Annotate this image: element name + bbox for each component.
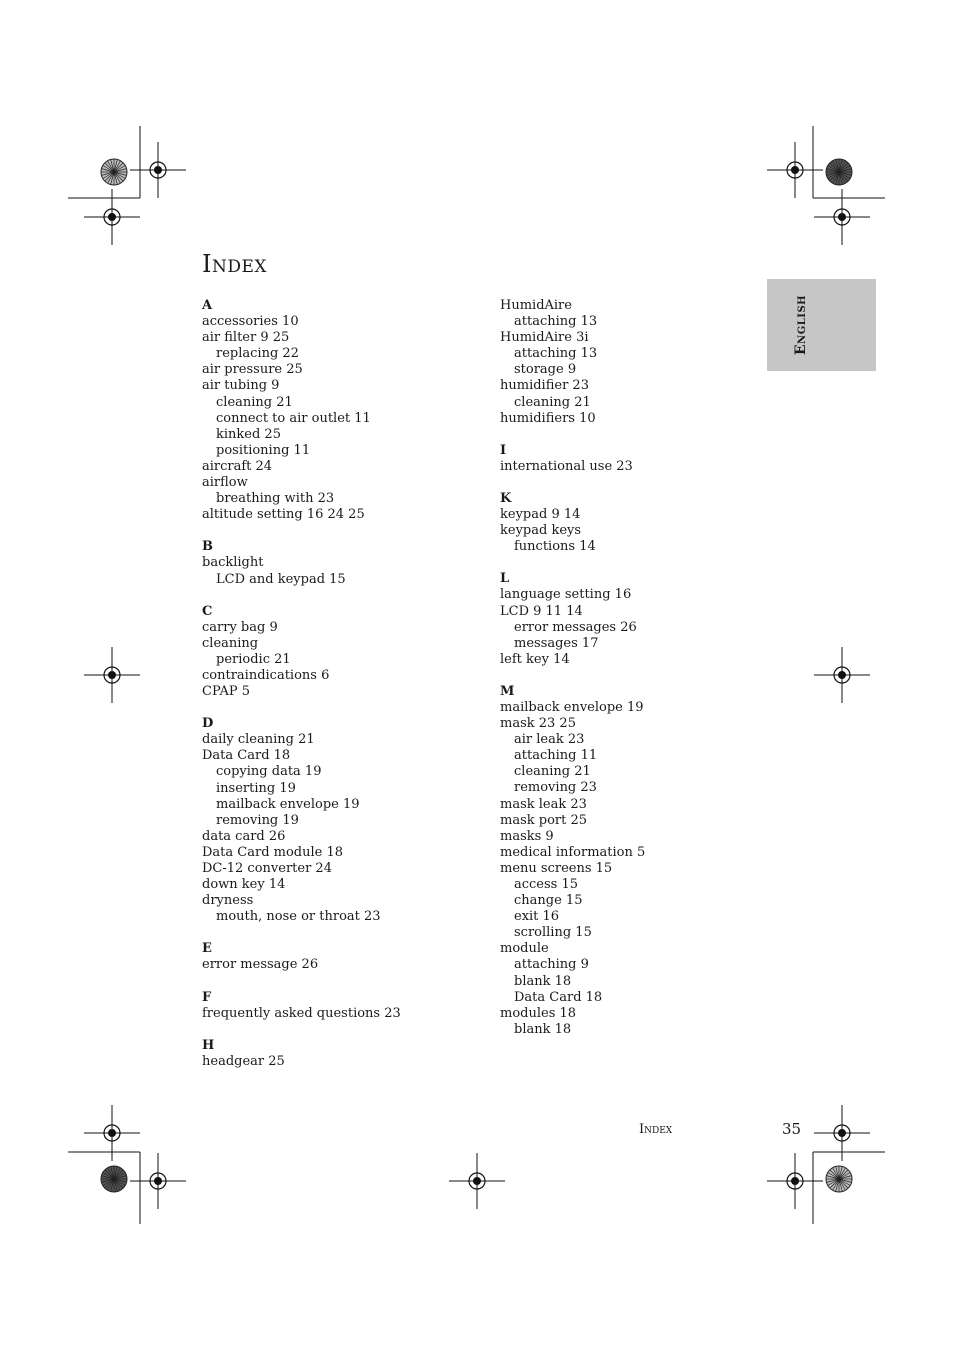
index-section <box>202 1038 462 1070</box>
index-entry: carry bag 9 <box>202 619 278 635</box>
index-entry: HumidAire <box>500 298 572 313</box>
index-subentry: breathing with 23 <box>216 491 335 507</box>
registration-target-icon <box>130 142 186 198</box>
footer-section-label: Index <box>639 1122 673 1137</box>
index-section <box>500 684 760 1038</box>
index-subentry: messages 17 <box>514 635 599 651</box>
index-entry: Data Card module 18 <box>202 844 344 860</box>
index-subentry: copying data 19 <box>216 764 322 780</box>
index-subentry: change 15 <box>514 893 583 909</box>
index-entry: headgear 25 <box>202 1053 285 1069</box>
index-subentry: scrolling 15 <box>514 925 592 941</box>
index-entry: airflow <box>202 475 248 491</box>
color-calibration-icon <box>101 159 127 185</box>
index-subentry: connect to air outlet 11 <box>216 410 371 426</box>
index-subentry: inserting 19 <box>216 780 296 796</box>
index-section <box>202 716 462 925</box>
index-entry: menu screens 15 <box>500 860 613 876</box>
index-section <box>500 443 760 475</box>
index-subentry: kinked 25 <box>216 426 281 442</box>
index-subentry: cleaning 21 <box>514 394 591 410</box>
index-subentry: mouth, nose or throat 23 <box>216 909 381 925</box>
index-entry: masks 9 <box>500 828 554 844</box>
index-entry: modules 18 <box>500 1005 577 1021</box>
index-section <box>202 990 462 1022</box>
page-title: Index <box>202 250 267 278</box>
index-entry: backlight <box>202 555 264 571</box>
registration-target-icon <box>814 647 870 703</box>
index-subentry: functions 14 <box>514 539 596 555</box>
index-letter-heading: H <box>202 1037 215 1053</box>
index-column-right <box>500 298 760 1054</box>
index-subentry: periodic 21 <box>216 651 291 667</box>
language-tab-label: English <box>793 294 809 356</box>
index-entry: humidifier 23 <box>500 378 589 394</box>
index-letter-heading: D <box>202 716 214 732</box>
index-subentry: access 15 <box>514 877 579 892</box>
index-entry: HumidAire 3i <box>500 330 589 346</box>
index-entry: altitude setting 16 24 25 <box>202 507 365 523</box>
index-column-left <box>202 298 462 1086</box>
index-entry: frequently asked questions 23 <box>202 1005 401 1021</box>
index-entry: air pressure 25 <box>202 362 303 378</box>
registration-target-icon <box>84 647 140 703</box>
index-entry: data card 26 <box>202 828 286 844</box>
index-section <box>202 941 462 973</box>
registration-target-icon <box>767 1153 823 1209</box>
index-subentry: Data Card 18 <box>514 989 603 1005</box>
index-entry: dryness <box>202 893 254 909</box>
index-subentry: attaching 11 <box>514 748 598 764</box>
index-entry: mask port 25 <box>500 812 588 828</box>
index-letter-heading: B <box>202 539 213 555</box>
index-subentry: blank 18 <box>514 1021 572 1037</box>
index-subentry: error messages 26 <box>514 619 637 635</box>
index-subentry: replacing 22 <box>216 346 299 362</box>
index-entry: LCD 9 11 14 <box>500 603 583 619</box>
index-entry: contraindications 6 <box>202 667 330 683</box>
index-entry: DC-12 converter 24 <box>202 861 332 876</box>
index-subentry: positioning 11 <box>216 442 311 458</box>
language-tab <box>767 279 876 371</box>
index-entry: keypad keys <box>500 523 582 539</box>
index-subentry: mailback envelope 19 <box>216 796 360 812</box>
index-letter-heading: L <box>500 571 510 587</box>
index-letter-heading: M <box>500 683 515 699</box>
index-subentry: blank 18 <box>514 973 572 989</box>
index-subentry: attaching 9 <box>514 957 589 973</box>
registration-target-icon <box>449 1153 505 1209</box>
index-subentry: LCD and keypad 15 <box>216 571 346 587</box>
index-section <box>500 491 760 555</box>
index-entry: CPAP 5 <box>202 684 251 700</box>
page-number: 35 <box>782 1120 802 1138</box>
index-letter-heading: A <box>202 298 213 313</box>
registration-target-icon <box>84 1105 140 1161</box>
index-subentry: exit 16 <box>514 909 560 925</box>
index-entry: international use 23 <box>500 458 633 474</box>
registration-target-icon <box>814 1105 870 1161</box>
index-subentry: removing 23 <box>514 780 597 796</box>
index-section <box>202 604 462 701</box>
index-entry: down key 14 <box>202 877 286 893</box>
index-entry: error message 26 <box>202 957 319 973</box>
index-letter-heading: I <box>500 442 507 458</box>
index-entry: medical information 5 <box>500 844 646 860</box>
index-entry: mask 23 25 <box>500 716 576 732</box>
registration-target-icon <box>130 1153 186 1209</box>
index-entry: Data Card 18 <box>202 748 291 764</box>
index-entry: mask leak 23 <box>500 796 587 812</box>
index-entry: accessories 10 <box>202 314 299 330</box>
registration-target-icon <box>814 189 870 245</box>
index-letter-heading: F <box>202 989 212 1005</box>
index-entry: aircraft 24 <box>202 458 273 474</box>
index-entry: humidifiers 10 <box>500 410 596 426</box>
index-entry: module <box>500 941 549 957</box>
index-letter-heading: K <box>500 490 512 506</box>
index-section <box>202 298 462 523</box>
registration-target-icon <box>767 142 823 198</box>
color-calibration-icon <box>826 1166 852 1192</box>
index-subentry: cleaning 21 <box>216 394 293 410</box>
index-section <box>500 298 760 427</box>
color-calibration-icon <box>101 1166 127 1192</box>
index-subentry: removing 19 <box>216 812 299 828</box>
index-letter-heading: C <box>202 603 213 619</box>
index-subentry: storage 9 <box>514 362 577 378</box>
index-entry: language setting 16 <box>500 587 632 603</box>
index-entry: mailback envelope 19 <box>500 699 644 715</box>
color-calibration-icon <box>826 159 852 185</box>
index-entry: keypad 9 14 <box>500 507 581 523</box>
registration-target-icon <box>84 189 140 245</box>
index-section <box>202 539 462 587</box>
index-entry: left key 14 <box>500 651 570 667</box>
index-subentry: attaching 13 <box>514 346 598 362</box>
index-entry: daily cleaning 21 <box>202 732 315 748</box>
index-subentry: air leak 23 <box>514 732 585 748</box>
index-section <box>500 571 760 668</box>
index-letter-heading: E <box>202 941 212 957</box>
index-entry: air filter 9 25 <box>202 330 290 346</box>
index-subentry: attaching 13 <box>514 314 598 330</box>
index-entry: cleaning <box>202 635 259 651</box>
index-entry: air tubing 9 <box>202 378 280 394</box>
index-subentry: cleaning 21 <box>514 764 591 780</box>
